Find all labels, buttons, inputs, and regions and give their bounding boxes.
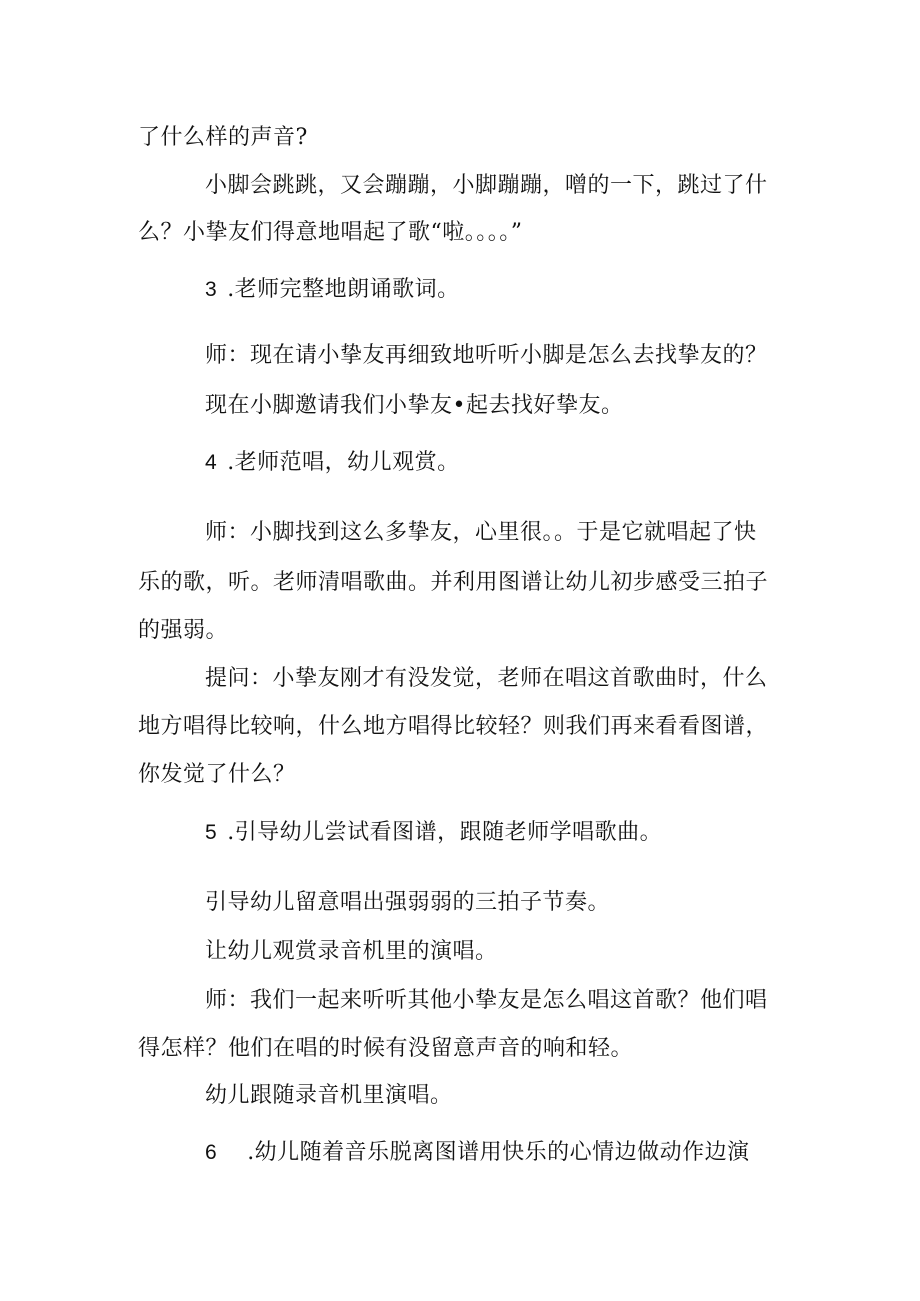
text-line-13 [138,761,296,789]
text-line-2 [205,172,768,200]
step-number: 6 [205,1141,218,1164]
text-content: 师：现在请小挚友再细致地听听小脚是怎么去找挚友的？ [205,343,768,368]
step-number: 3 [205,278,218,301]
text-content: 得怎样？他们在唱的时候有没留意声音的响和轻。 [138,1036,634,1061]
text-content: 了什么样的声音? [138,125,308,150]
text-line-10 [138,617,228,645]
text-line-19 [205,1082,453,1110]
text-line-9 [138,569,768,597]
text-content: .老师范唱，幼儿观赏。 [227,450,460,475]
text-content: 现在小脚邀请我们小挚友•起去找好挚友。 [205,393,624,418]
text-content: .老师完整地朗诵歌词。 [227,277,460,302]
text-content: 么？小挚友们得意地唱起了歌“啦。。。。” [138,220,523,245]
text-content: 让幼儿观赏录音机里的演唱。 [205,939,498,964]
text-content: 你发觉了什么？ [138,762,296,787]
text-line-15 [205,889,610,917]
step-number: 5 [205,821,218,844]
text-content: 引导幼儿留意唱出强弱弱的三拍子节奏。 [205,890,611,915]
text-line-6 [205,392,623,420]
text-content: 乐的歌，听。老师清唱歌曲。并利用图谱让幼儿初步感受三拍子 [138,570,769,595]
step-number: 4 [205,451,218,474]
step-4-heading [205,449,460,477]
text-line-8 [205,519,757,547]
text-line-1 [138,124,308,152]
text-content: 师：小脚找到这么多挚友，心里很。。于是它就唱起了快 [205,520,757,545]
text-line-3 [138,219,523,247]
text-content: 地方唱得比较响，什么地方唱得比较轻？则我们再来看看图谱， [138,714,769,739]
text-line-12 [138,713,768,741]
text-line-16 [205,938,498,966]
text-content: 师：我们一起来听听其他小挚友是怎么唱这首歌？他们唱 [205,988,768,1013]
text-content: 幼儿跟随录音机里演唱。 [205,1083,453,1108]
text-content: 提问：小挚友刚才有没发觉，老师在唱这首歌曲时，什么 [205,666,768,691]
text-content: .引导幼儿尝试看图谱，跟随老师学唱歌曲。 [227,820,663,845]
step-6-heading [205,1139,750,1167]
text-line-5 [205,342,768,370]
text-line-17 [205,987,768,1015]
text-content: 的强弱。 [138,618,229,643]
text-line-18 [138,1035,633,1063]
text-line-11 [205,665,768,693]
text-content: 小脚会跳跳，又会蹦蹦，小脚蹦蹦，噌的一下，跳过了什 [205,173,768,198]
step-3-heading [205,276,460,304]
text-content: .幼儿随着音乐脱离图谱用快乐的心情边做动作边演 [247,1140,750,1165]
step-5-heading [205,819,662,847]
